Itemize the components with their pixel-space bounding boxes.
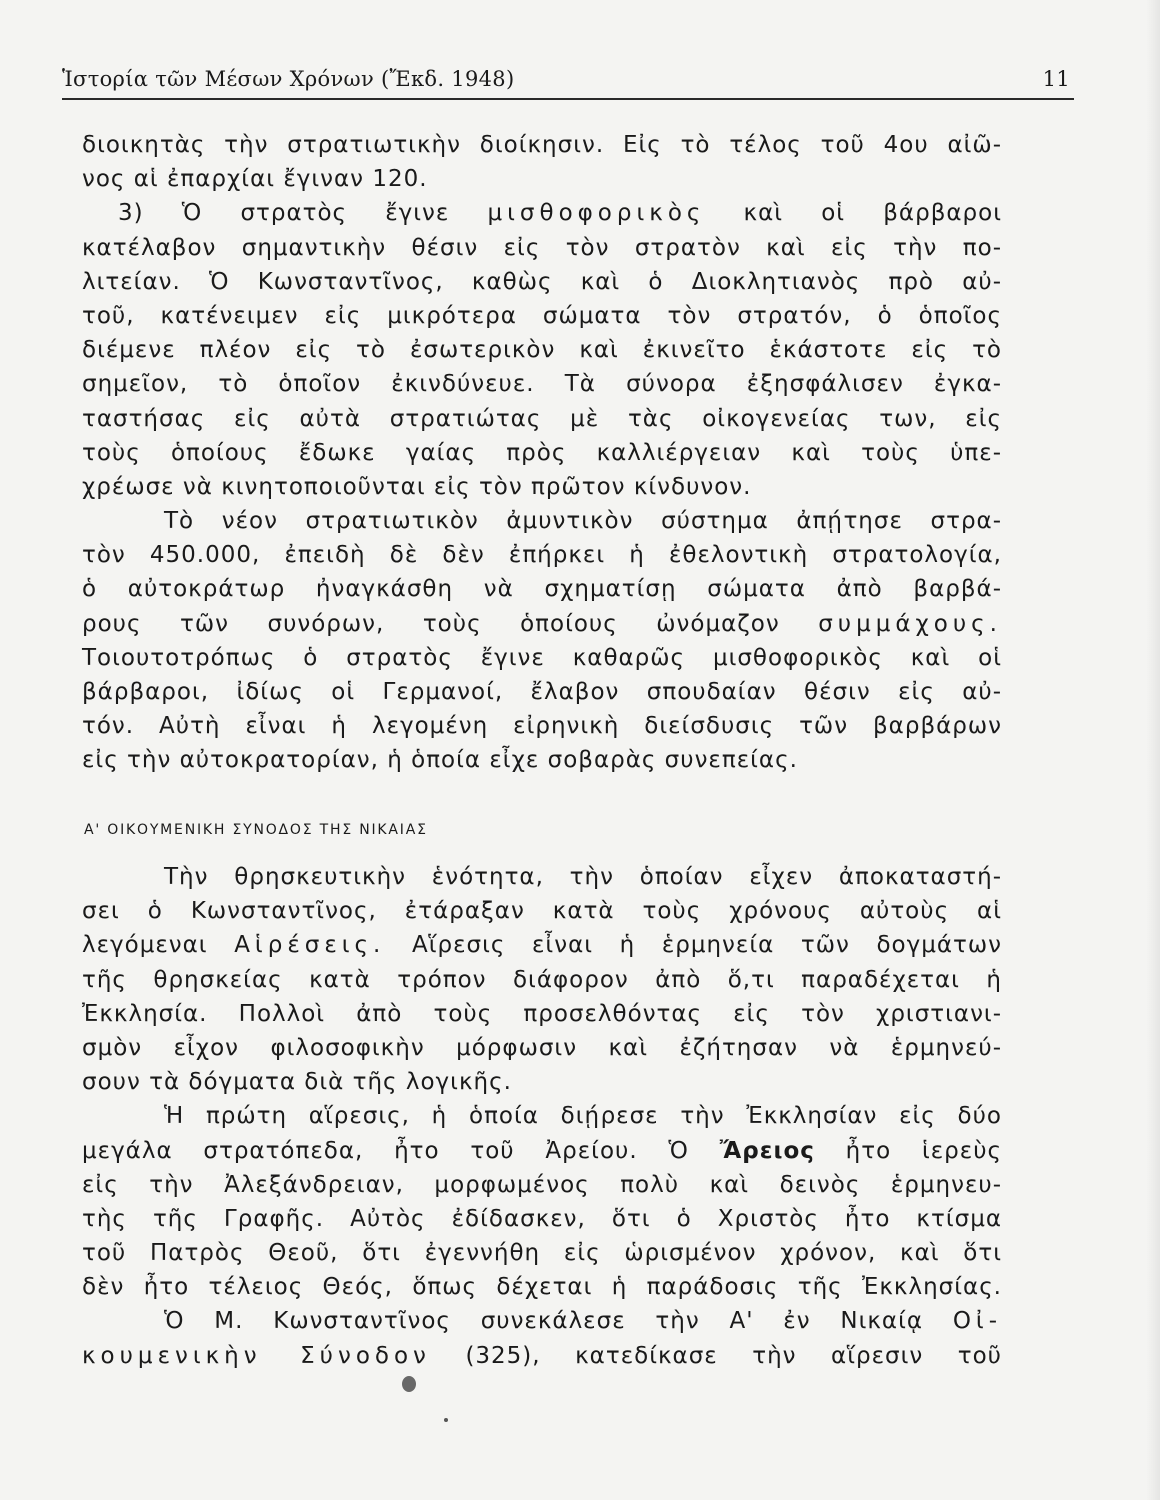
text-line: δὲν ἦτο τέλειος Θεός, ὅπως δέχεται ἡ παράδοσις τῆς Ἐκκλησίας. bbox=[82, 1274, 1002, 1301]
text-line: τοῦ, κατένειμεν εἰς μικρότερα σώματα τὸν στρατόν, ὁ ὁποῖος bbox=[82, 302, 1002, 329]
text-span: ρους τῶν συνόρων, τοὺς ὁποίους ὠνόμαζον bbox=[82, 610, 819, 637]
spaced-emphasis: Οἰ- bbox=[952, 1308, 1002, 1335]
text-line: ὁ αὐτοκράτωρ ἠναγκάσθη νὰ σχηματίσῃ σώματα ἀπὸ βαρβά- bbox=[82, 576, 1002, 603]
text-line: Ἡ πρώτη αἵρεσις, ἡ ὁποία διῄρεσε τὴν Ἐκκλησίαν εἰς δύο bbox=[164, 1103, 1002, 1130]
ink-blot-mark bbox=[402, 1376, 416, 1392]
text-span: καὶ οἱ βάρβαροι bbox=[705, 200, 1002, 227]
text-line bbox=[82, 1304, 1002, 1338]
text-line: τόν. Αὐτὴ εἶναι ἡ λεγομένη εἰρηνικὴ διείσδυσις τῶν βαρβάρων bbox=[82, 713, 1002, 740]
text-line: τοῦ Πατρὸς Θεοῦ, ὅτι ἐγεννήθη εἰς ὡρισμένον χρόνον, καὶ ὅτι bbox=[82, 1240, 1002, 1267]
text-line: Τοιουτοτρόπως ὁ στρατὸς ἔγινε καθαρῶς μισθοφορικὸς καὶ οἱ bbox=[82, 644, 1002, 671]
text-line: κατέλαβον σημαντικὴν θέσιν εἰς τὸν στρατὸν καὶ εἰς τὴν πο- bbox=[82, 234, 1002, 261]
text-line: Τὸ νέον στρατιωτικὸν ἀμυντικὸν σύστημα ἀπῄτησε στρα- bbox=[164, 508, 1002, 535]
text-line: εἰς τὴν Ἀλεξάνδρειαν, μορφωμένος πολὺ καὶ δεινὸς ἑρμηνευ- bbox=[82, 1171, 1002, 1198]
text-span: Αἵρεσις εἶναι ἡ ἑρμηνεία τῶν δογμάτων bbox=[385, 932, 1002, 959]
text-line: τὴς τῆς Γραφῆς. Αὐτὸς ἐδίδασκεν, ὅτι ὁ Χριστὸς ἦτο κτίσμα bbox=[82, 1205, 1002, 1232]
text-line: ταστήσας εἰς αὐτὰ στρατιώτας μὲ τὰς οἰκογενείας των, εἰς bbox=[82, 405, 1002, 432]
text-line: σει ὁ Κωνσταντῖνος, ἐτάραξαν κατὰ τοὺς χρόνους αὐτοὺς αἱ bbox=[82, 898, 1002, 925]
spaced-emphasis: Αἱρέσεις. bbox=[234, 932, 386, 959]
text-span: μεγάλα στρατόπεδα, ἦτο τοῦ Ἀρείου. Ὁ bbox=[82, 1137, 720, 1164]
text-span: Ὁ Μ. Κωνσταντῖνος συνεκάλεσε τὴν Α' ἐν Νικαίᾳ bbox=[164, 1308, 953, 1335]
text-line: χρέωσε νὰ κινητοποιοῦνται εἰς τὸν πρῶτον κίνδυνον. bbox=[82, 473, 752, 500]
text-span: (325), κατεδίκασε τὴν αἵρεσιν τοῦ bbox=[430, 1342, 1002, 1369]
section-text-block bbox=[82, 860, 1002, 1373]
ink-dot-mark bbox=[444, 1418, 448, 1422]
text-line: εἰς τὴν αὐτοκρατορίαν, ἡ ὁποία εἶχε σοβαρὰς συνεπείας. bbox=[82, 747, 798, 774]
text-line: διοικητὰς τὴν στρατιωτικὴν διοίκησιν. Εἰς τὸ τέλος τοῦ 4ου αἰῶ- bbox=[82, 132, 1002, 158]
text-span: 3) Ὁ στρατὸς ἔγινε bbox=[118, 200, 488, 227]
text-line bbox=[82, 1134, 1002, 1168]
text-line bbox=[82, 607, 1002, 641]
bold-name: Ἄρειος bbox=[719, 1137, 815, 1164]
text-line: νος αἱ ἐπαρχίαι ἔγιναν 120. bbox=[82, 166, 428, 193]
text-line: τῆς θρησκείας κατὰ τρόπον διάφορον ἀπὸ ὅ,τι παραδέχεται ἡ bbox=[82, 966, 1002, 993]
spaced-emphasis: μισθοφορικὸς bbox=[487, 200, 706, 227]
text-line: τὸν 450.000, ἐπειδὴ δὲ δὲν ἐπήρκει ἡ ἐθελοντικὴ στρατολογία, bbox=[82, 542, 1002, 569]
text-span: λεγόμεναι bbox=[82, 932, 235, 959]
text-line: βάρβαροι, ἰδίως οἱ Γερμανοί, ἔλαβον σπουδαίαν θέσιν εἰς αὐ- bbox=[82, 679, 1002, 705]
text-line bbox=[82, 928, 1002, 962]
text-line: τοὺς ὁποίους ἔδωκε γαίας πρὸς καλλιέργειαν καὶ τοὺς ὑπε- bbox=[82, 439, 1002, 466]
spaced-emphasis: συμμάχους. bbox=[818, 610, 1002, 637]
text-line: λιτείαν. Ὁ Κωνσταντῖνος, καθὼς καὶ ὁ Διοκλητιανὸς πρὸ αὐ- bbox=[82, 268, 1002, 295]
section-heading: Α' ΟΙΚΟΥΜΕΝΙΚΗ ΣΥΝΟΔΟΣ ΤΗΣ ΝΙΚΑΙΑΣ bbox=[84, 822, 428, 838]
text-line: διέμενε πλέον εἰς τὸ ἐσωτερικὸν καὶ ἐκινεῖτο ἑκάστοτε εἰς τὸ bbox=[82, 337, 1002, 364]
page-number: 11 bbox=[1042, 67, 1070, 91]
text-line: Τὴν θρησκευτικὴν ἑνότητα, τὴν ὁποίαν εἶχεν ἀποκαταστή- bbox=[164, 864, 1002, 890]
text-line bbox=[82, 1339, 1002, 1373]
text-line: σουν τὰ δόγματα διὰ τῆς λογικῆς. bbox=[82, 1069, 512, 1096]
text-line bbox=[82, 196, 1002, 230]
text-line: σμὸν εἶχον φιλοσοφικὴν μόρφωσιν καὶ ἐζήτησαν νὰ ἑρμηνεύ- bbox=[82, 1034, 1002, 1061]
running-head bbox=[62, 64, 1074, 100]
main-text-block bbox=[82, 128, 1002, 778]
book-title: Ἱστορία τῶν Μέσων Χρόνων (Ἔκδ. 1948) bbox=[62, 67, 515, 91]
text-line: Ἐκκλησία. Πολλοὶ ἀπὸ τοὺς προσελθόντας εἰς τὸν χριστιανι- bbox=[82, 1000, 1002, 1027]
text-line: σημεῖον, τὸ ὁποῖον ἐκινδύνευε. Τὰ σύνορα ἐξησφάλισεν ἐγκα- bbox=[82, 371, 1002, 398]
spaced-emphasis: κουμενικὴν Σύνοδον bbox=[82, 1342, 431, 1369]
text-span: ἦτο ἱερεὺς bbox=[814, 1137, 1003, 1164]
